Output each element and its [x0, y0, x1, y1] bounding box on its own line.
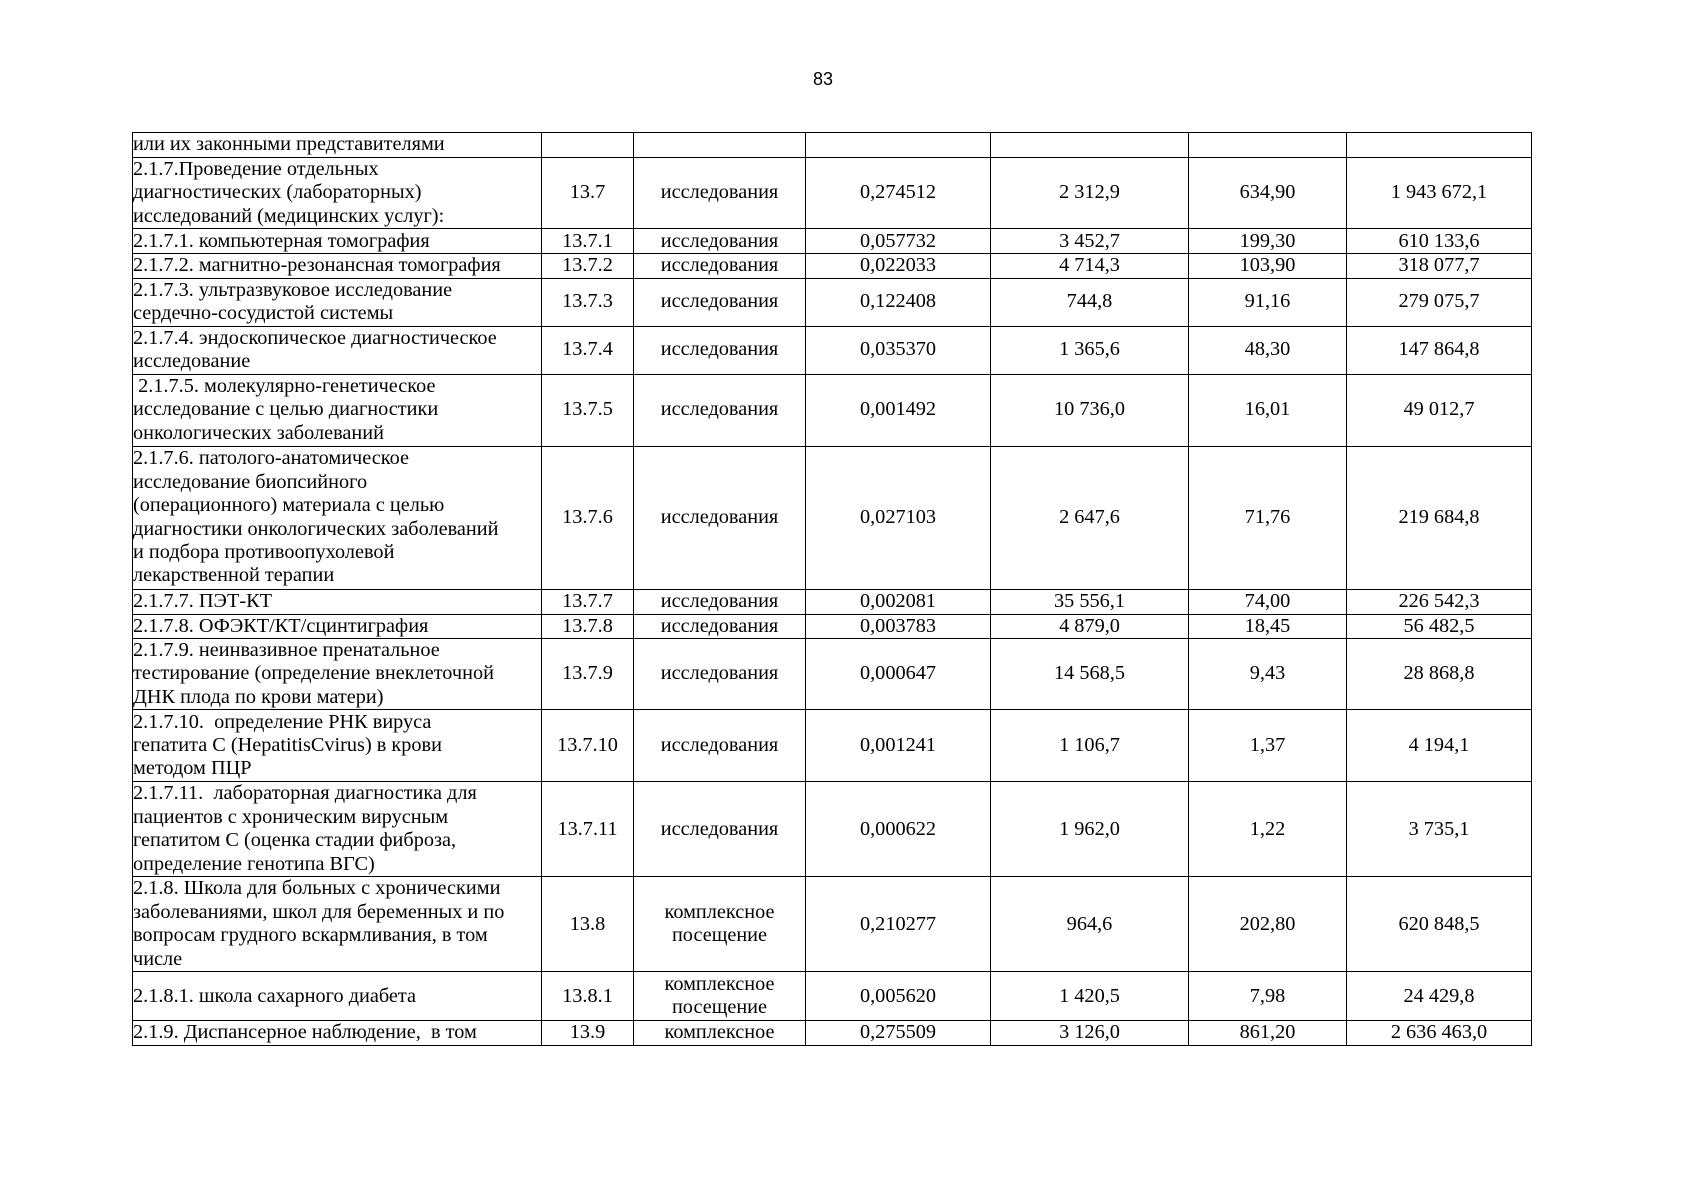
row-description: 2.1.7.3. ультразвуковое исследование сердечно-сосудистой системы [133, 278, 542, 326]
table-row [133, 229, 1532, 254]
value-cell-3: 74,00 [1189, 589, 1347, 614]
table-row [133, 877, 1532, 972]
unit-cell: комплексное посещение [634, 972, 806, 1021]
table-row [133, 782, 1532, 877]
value-cell-3: 199,30 [1189, 229, 1347, 254]
value-cell-1: 0,275509 [806, 1021, 991, 1045]
value-cell-3: 91,16 [1189, 278, 1347, 326]
value-cell-3: 103,90 [1189, 254, 1347, 278]
value-cell-3: 1,37 [1189, 710, 1347, 782]
value-cell-1: 0,001241 [806, 710, 991, 782]
unit-cell: исследования [634, 614, 806, 638]
value-cell-3: 202,80 [1189, 877, 1347, 972]
value-cell-3: 861,20 [1189, 1021, 1347, 1045]
value-cell-4: 620 848,5 [1347, 877, 1532, 972]
value-cell-4: 226 542,3 [1347, 589, 1532, 614]
unit-cell [634, 133, 806, 158]
value-cell-1: 0,122408 [806, 278, 991, 326]
value-cell-2: 2 312,9 [991, 158, 1189, 229]
row-description: 2.1.8.1. школа сахарного диабета [133, 972, 542, 1021]
value-cell-2: 1 962,0 [991, 782, 1189, 877]
value-cell-1: 0,027103 [806, 446, 991, 589]
row-code: 13.7.7 [542, 589, 634, 614]
row-code: 13.7.1 [542, 229, 634, 254]
value-cell-2: 1 365,6 [991, 326, 1189, 374]
value-cell-4: 3 735,1 [1347, 782, 1532, 877]
value-cell-2: 3 126,0 [991, 1021, 1189, 1045]
row-description: 2.1.7.1. компьютерная томография [133, 229, 542, 254]
value-cell-2: 2 647,6 [991, 446, 1189, 589]
value-cell-2: 1 106,7 [991, 710, 1189, 782]
value-cell-4: 610 133,6 [1347, 229, 1532, 254]
value-cell-3: 634,90 [1189, 158, 1347, 229]
table-row [133, 639, 1532, 710]
value-cell-2: 10 736,0 [991, 374, 1189, 446]
value-cell-3: 16,01 [1189, 374, 1347, 446]
value-cell-2: 4 714,3 [991, 254, 1189, 278]
row-description: 2.1.7.5. молекулярно-генетическое исследование с целью диагностики онкологических заболеваний [133, 374, 542, 446]
row-code: 13.7.11 [542, 782, 634, 877]
row-code [542, 133, 634, 158]
unit-cell: исследования [634, 374, 806, 446]
table-row [133, 589, 1532, 614]
value-cell-2: 14 568,5 [991, 639, 1189, 710]
unit-cell: исследования [634, 639, 806, 710]
unit-cell: исследования [634, 446, 806, 589]
table-row [133, 326, 1532, 374]
value-cell-2: 4 879,0 [991, 614, 1189, 638]
row-code: 13.8.1 [542, 972, 634, 1021]
value-cell-1: 0,000622 [806, 782, 991, 877]
value-cell-4: 1 943 672,1 [1347, 158, 1532, 229]
row-code: 13.7.2 [542, 254, 634, 278]
value-cell-1: 0,000647 [806, 639, 991, 710]
table-row [133, 710, 1532, 782]
row-code: 13.7 [542, 158, 634, 229]
value-cell-3: 71,76 [1189, 446, 1347, 589]
value-cell-2: 744,8 [991, 278, 1189, 326]
row-description: 2.1.7.8. ОФЭКТ/КТ/сцинтиграфия [133, 614, 542, 638]
value-cell-2: 3 452,7 [991, 229, 1189, 254]
row-description: 2.1.7.7. ПЭТ-КТ [133, 589, 542, 614]
row-description: 2.1.7.Проведение отдельных диагностических (лабораторных) исследований (медицинских услуг): [133, 158, 542, 229]
value-cell-1: 0,005620 [806, 972, 991, 1021]
row-code: 13.8 [542, 877, 634, 972]
value-cell-1: 0,057732 [806, 229, 991, 254]
unit-cell: исследования [634, 782, 806, 877]
row-code: 13.7.3 [542, 278, 634, 326]
row-code: 13.7.6 [542, 446, 634, 589]
row-code: 13.7.10 [542, 710, 634, 782]
value-cell-4: 49 012,7 [1347, 374, 1532, 446]
value-cell-1: 0,022033 [806, 254, 991, 278]
value-cell-1: 0,210277 [806, 877, 991, 972]
value-cell-2: 35 556,1 [991, 589, 1189, 614]
value-cell-4: 4 194,1 [1347, 710, 1532, 782]
value-cell-4: 318 077,7 [1347, 254, 1532, 278]
value-cell-4: 147 864,8 [1347, 326, 1532, 374]
row-description: 2.1.7.11. лабораторная диагностика для пациентов с хроническим вирусным гепатитом С (оценка стадии фиброза, определение генотипа ВГС) [133, 782, 542, 877]
value-cell-1: 0,003783 [806, 614, 991, 638]
unit-cell: комплексное посещение [634, 877, 806, 972]
row-description: 2.1.8. Школа для больных с хроническими заболеваниями, школ для беременных и по вопросам грудного вскармливания, в том числе [133, 877, 542, 972]
row-description: 2.1.7.10. определение РНК вируса гепатита С (HepatitisCvirus) в крови методом ПЦР [133, 710, 542, 782]
value-cell-3: 7,98 [1189, 972, 1347, 1021]
row-description: 2.1.7.6. патолого-анатомическое исследование биопсийного (операционного) материала с целью диагностики онкологических заболеваний и подбора противоопухолевой лекарственной терапии [133, 446, 542, 589]
value-cell-1 [806, 133, 991, 158]
table-row [133, 133, 1532, 158]
value-cell-3: 9,43 [1189, 639, 1347, 710]
value-cell-3 [1189, 133, 1347, 158]
table-body [133, 133, 1532, 1046]
unit-cell: исследования [634, 254, 806, 278]
page-number: 83 [812, 69, 834, 89]
row-description: 2.1.7.4. эндоскопическое диагностическое исследование [133, 326, 542, 374]
value-cell-3: 1,22 [1189, 782, 1347, 877]
value-cell-4: 219 684,8 [1347, 446, 1532, 589]
table-row [133, 1021, 1532, 1045]
table-row [133, 972, 1532, 1021]
value-cell-4 [1347, 133, 1532, 158]
row-description: 2.1.7.9. неинвазивное пренатальное тестирование (определение внеклеточной ДНК плода по крови матери) [133, 639, 542, 710]
value-cell-1: 0,001492 [806, 374, 991, 446]
value-cell-2 [991, 133, 1189, 158]
unit-cell: исследования [634, 278, 806, 326]
unit-cell: исследования [634, 326, 806, 374]
value-cell-4: 56 482,5 [1347, 614, 1532, 638]
row-description: 2.1.7.2. магнитно-резонансная томография [133, 254, 542, 278]
row-code: 13.9 [542, 1021, 634, 1045]
value-cell-4: 24 429,8 [1347, 972, 1532, 1021]
row-code: 13.7.5 [542, 374, 634, 446]
table-row [133, 374, 1532, 446]
value-cell-3: 48,30 [1189, 326, 1347, 374]
unit-cell: исследования [634, 158, 806, 229]
value-cell-1: 0,274512 [806, 158, 991, 229]
value-cell-4: 28 868,8 [1347, 639, 1532, 710]
row-description: 2.1.9. Диспансерное наблюдение, в том [133, 1021, 542, 1045]
data-table [132, 132, 1532, 1046]
value-cell-1: 0,002081 [806, 589, 991, 614]
table-row [133, 158, 1532, 229]
value-cell-4: 2 636 463,0 [1347, 1021, 1532, 1045]
row-code: 13.7.4 [542, 326, 634, 374]
table-row [133, 446, 1532, 589]
row-code: 13.7.9 [542, 639, 634, 710]
value-cell-2: 1 420,5 [991, 972, 1189, 1021]
table-row [133, 254, 1532, 278]
unit-cell: исследования [634, 229, 806, 254]
value-cell-2: 964,6 [991, 877, 1189, 972]
unit-cell: исследования [634, 589, 806, 614]
row-code: 13.7.8 [542, 614, 634, 638]
value-cell-4: 279 075,7 [1347, 278, 1532, 326]
value-cell-3: 18,45 [1189, 614, 1347, 638]
row-description: или их законными представителями [133, 133, 542, 158]
table-row [133, 614, 1532, 638]
unit-cell: исследования [634, 710, 806, 782]
unit-cell: комплексное [634, 1021, 806, 1045]
value-cell-1: 0,035370 [806, 326, 991, 374]
table-row [133, 278, 1532, 326]
